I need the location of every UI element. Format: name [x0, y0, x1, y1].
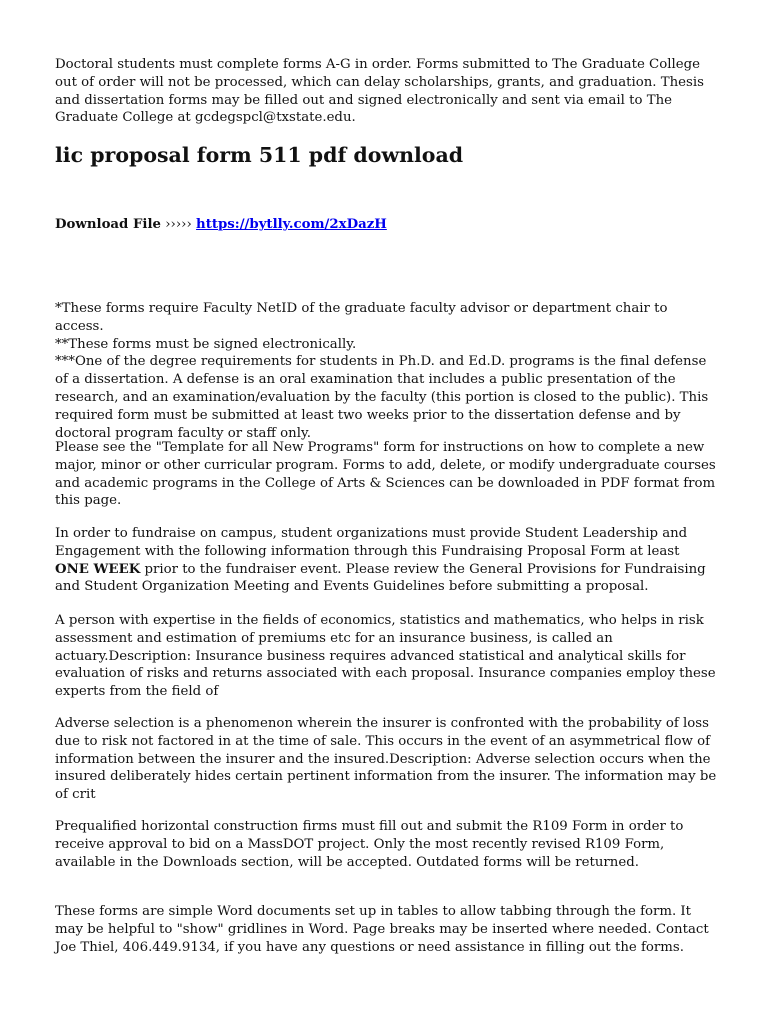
notes-block — [55, 300, 717, 442]
note-defense: ***One of the degree requirements for students in Ph.D. and Ed.D. programs is the final defense of a dissertation. A defense is an oral examination that includes a public presentation of the research, and an examination/evaluation by the faculty (this portion is closed to the public). This required form must be submitted at least two weeks prior to the dissertation defense and by doctoral program faculty or staff only. — [55, 354, 709, 441]
actuary-paragraph: A person with expertise in the fields of economics, statistics and mathematics, who helps in risk assessment and estimation of premiums etc for an insurance business, is called an actuary.Description: Insurance business requires advanced statistical and analytical skills for evaluation of risks and returns associated with each proposal. Insurance companies employ these experts from the field of — [55, 613, 716, 700]
download-line — [55, 216, 387, 234]
download-arrows: ››››› — [165, 217, 192, 232]
note-netid: *These forms require Faculty NetID of the graduate faculty advisor or department chair to access. — [55, 301, 668, 334]
prequalified-paragraph: Prequalified horizontal construction firms must fill out and submit the R109 Form in order to receive approval to bid on a MassDOT project. Only the most recently revised R109 Form, available in the Downloads section, will be accepted. Outdated forms will be returned. — [55, 819, 684, 870]
intro-paragraph: Doctoral students must complete forms A-G in order. Forms submitted to The Graduate College out of order will not be processed, which can delay scholarships, grants, and graduation. Thesis and dissertation forms may be filled out and signed electronically and sent via email to The Graduate College at gcdegspcl@txstate.edu. — [55, 57, 704, 126]
fundraise-text-start: In order to fundraise on campus, student organizations must provide Student Leadership and Engagement with the following information through this Fundraising Proposal Form at least — [55, 526, 688, 559]
download-link[interactable]: https://bytlly.com/2xDazH — [196, 217, 387, 232]
adverse-selection-paragraph: Adverse selection is a phenomenon wherein the insurer is confronted with the probability of loss due to risk not factored in at the time of sale. This occurs in the event of an asymmetrical flow of information between the insurer and the insured.Description: Adverse selection occurs when the insured deliberately hides certain pertinent information from the insurer. The information may be of crit — [55, 716, 717, 803]
template-paragraph: Please see the "Template for all New Programs" form for instructions on how to complete a new major, minor or other curricular program. Forms to add, delete, or modify undergraduate courses and academic programs in the College of Arts & Sciences can be downloaded in PDF format from this page. — [55, 440, 716, 509]
fundraise-deadline: ONE WEEK — [55, 561, 141, 577]
fundraise-text-end: prior to the fundraiser event. Please review the General Provisions for Fundraising and Student Organization Meeting and Events Guidelines before submitting a proposal. — [55, 561, 706, 595]
word-forms-paragraph: These forms are simple Word documents set up in tables to allow tabbing through the form. It may be helpful to "show" gridlines in Word. Page breaks may be inserted where needed. Contact Joe Thiel, 406.449.9134, if you have any questions or need assistance in filling out the forms. — [55, 904, 709, 955]
download-label: Download File — [55, 217, 161, 232]
note-signed: **These forms must be signed electronically. — [55, 336, 357, 352]
page-title: lic proposal form 511 pdf download — [55, 143, 464, 167]
fundraise-paragraph — [55, 525, 717, 596]
